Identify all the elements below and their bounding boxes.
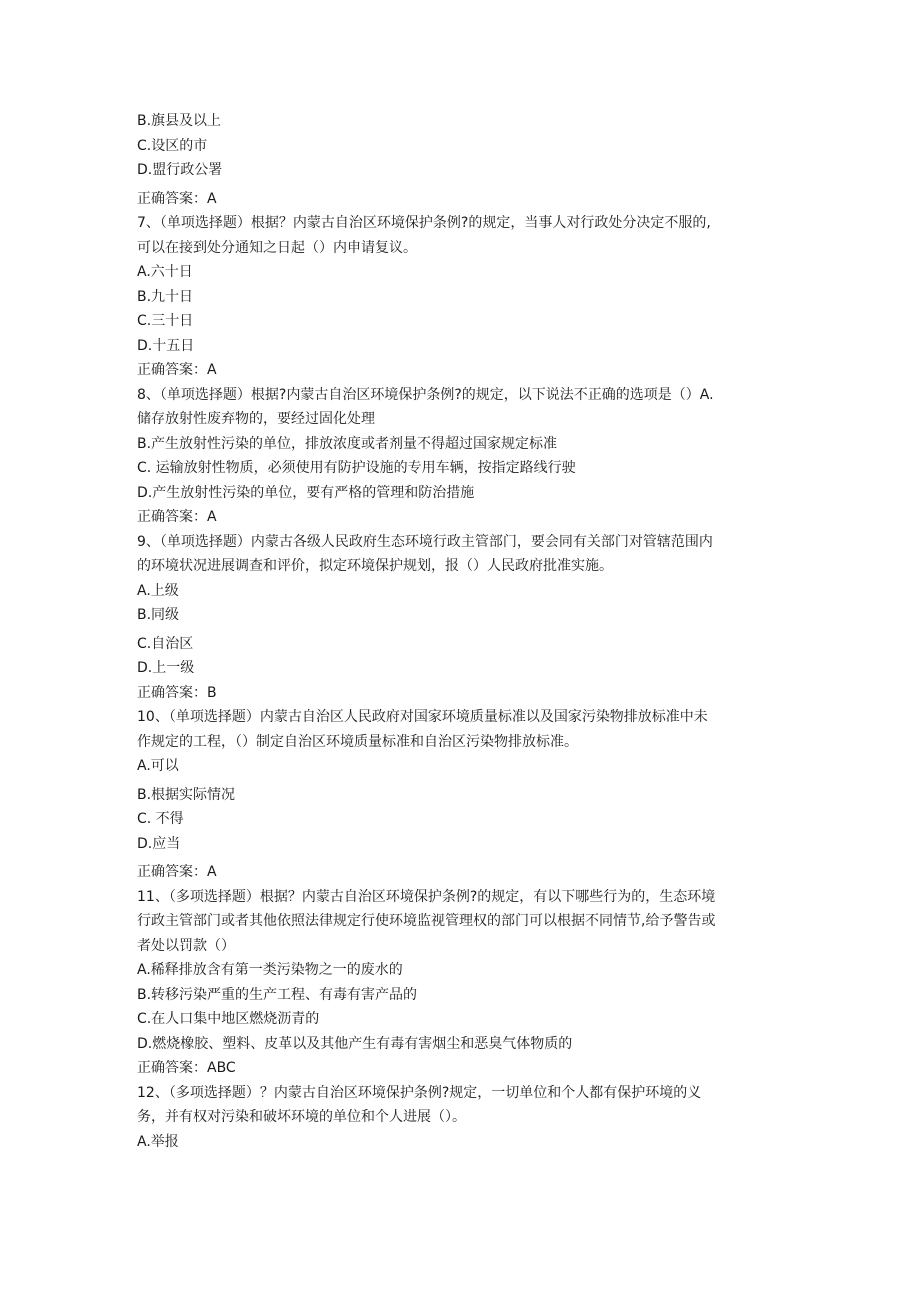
question-11-line-1: 11、（多项选择题）根据？内蒙古自治区环境保护条例?的规定，有以下哪些行为的，生态环境	[137, 888, 716, 905]
option-d-q6: D.盟行政公署	[137, 162, 223, 178]
option-b-q9: B.同级	[137, 607, 180, 623]
option-c-q7: C.三十日	[137, 313, 194, 329]
question-10-line-1: 10、（单项选择题）内蒙古自治区人民政府对国家环境质量标准以及国家污染物排放标准中未	[137, 709, 708, 725]
option-c-q10: C. 不得	[137, 811, 184, 827]
option-a-q12: A.举报	[137, 1133, 179, 1150]
option-d-q8: D.产生放射性污染的单位，要有严格的管理和防治措施	[137, 484, 475, 501]
answer-q11: 正确答案：ABC	[137, 1060, 236, 1076]
option-c-q8: C. 运输放射性物质，必须使用有防护设施的专用车辆，按指定路线行驶	[137, 460, 576, 476]
answer-q10: 正确答案：A	[137, 864, 217, 880]
option-b-q11: B.转移污染严重的生产工程、有毒有害产品的	[137, 986, 418, 1003]
option-b-q10: B.根据实际情况	[137, 786, 236, 803]
question-11-line-3: 者处以罚款（）	[137, 937, 235, 954]
document-page	[137, 109, 797, 1154]
option-a-q9: A.上级	[137, 582, 179, 599]
option-d-q9: D.上一级	[137, 660, 195, 676]
question-8-line-2: 储存放射性废弃物的，要经过固化处理	[137, 411, 375, 427]
option-a-q10: A.可以	[137, 758, 179, 774]
option-d-q10: D.应当	[137, 835, 181, 852]
option-a-q11: A.稀释排放含有第一类污染物之一的废水的	[137, 962, 403, 978]
answer-q6: 正确答案：A	[137, 190, 217, 207]
question-11-line-2: 行政主管部门或者其他依照法律规定行使环境监视管理权的部门可以根据不同情节,给予警告或	[137, 913, 716, 929]
question-12-line-2: 务，并有权对污染和破坏环境的单位和个人进展（）。	[137, 1109, 466, 1125]
option-d-q7: D.十五日	[137, 337, 195, 354]
option-d-q11: D.燃烧橡胶、塑料、皮革以及其他产生有毒有害烟尘和恶臭气体物质的	[137, 1035, 573, 1052]
question-10-line-2: 作规定的工程，（）制定自治区环境质量标准和自治区污染物排放标准。	[137, 733, 578, 750]
answer-q7: 正确答案：A	[137, 362, 217, 378]
question-9-line-2: 的环境状况进展调查和评价，拟定环境保护规划，报（）人民政府批准实施。	[137, 558, 613, 574]
question-8-line-1: 8、（单项选择题）根据?内蒙古自治区环境保护条例?的规定，以下说法不正确的选项是（）A.	[137, 386, 714, 403]
option-b-q6: B.旗县及以上	[137, 113, 222, 129]
question-9-line-1: 9、（单项选择题）内蒙古各级人民政府生态环境行政主管部门，要会同有关部门对管辖范围内	[137, 533, 713, 550]
question-12-line-1: 12、（多项选择题）？内蒙古自治区环境保护条例?规定，一切单位和个人都有保护环境的义	[137, 1084, 702, 1101]
question-7-line-1: 7、（单项选择题）根据？内蒙古自治区环境保护条例?的规定，当事人对行政处分决定不服的,	[137, 215, 711, 231]
option-a-q7: A.六十日	[137, 264, 193, 280]
answer-q9: 正确答案：B	[137, 684, 217, 701]
option-c-q6: C.设区的市	[137, 137, 208, 154]
answer-q8: 正确答案：A	[137, 509, 217, 525]
option-c-q11: C.在人口集中地区燃烧沥青的	[137, 1011, 320, 1027]
option-b-q7: B.九十日	[137, 288, 194, 305]
question-7-line-2: 可以在接到处分通知之日起（）内申请复议。	[137, 239, 417, 256]
option-c-q9: C.自治区	[137, 635, 194, 652]
option-b-q8: B.产生放射性污染的单位，排放浓度或者剂量不得超过国家规定标准	[137, 435, 558, 452]
